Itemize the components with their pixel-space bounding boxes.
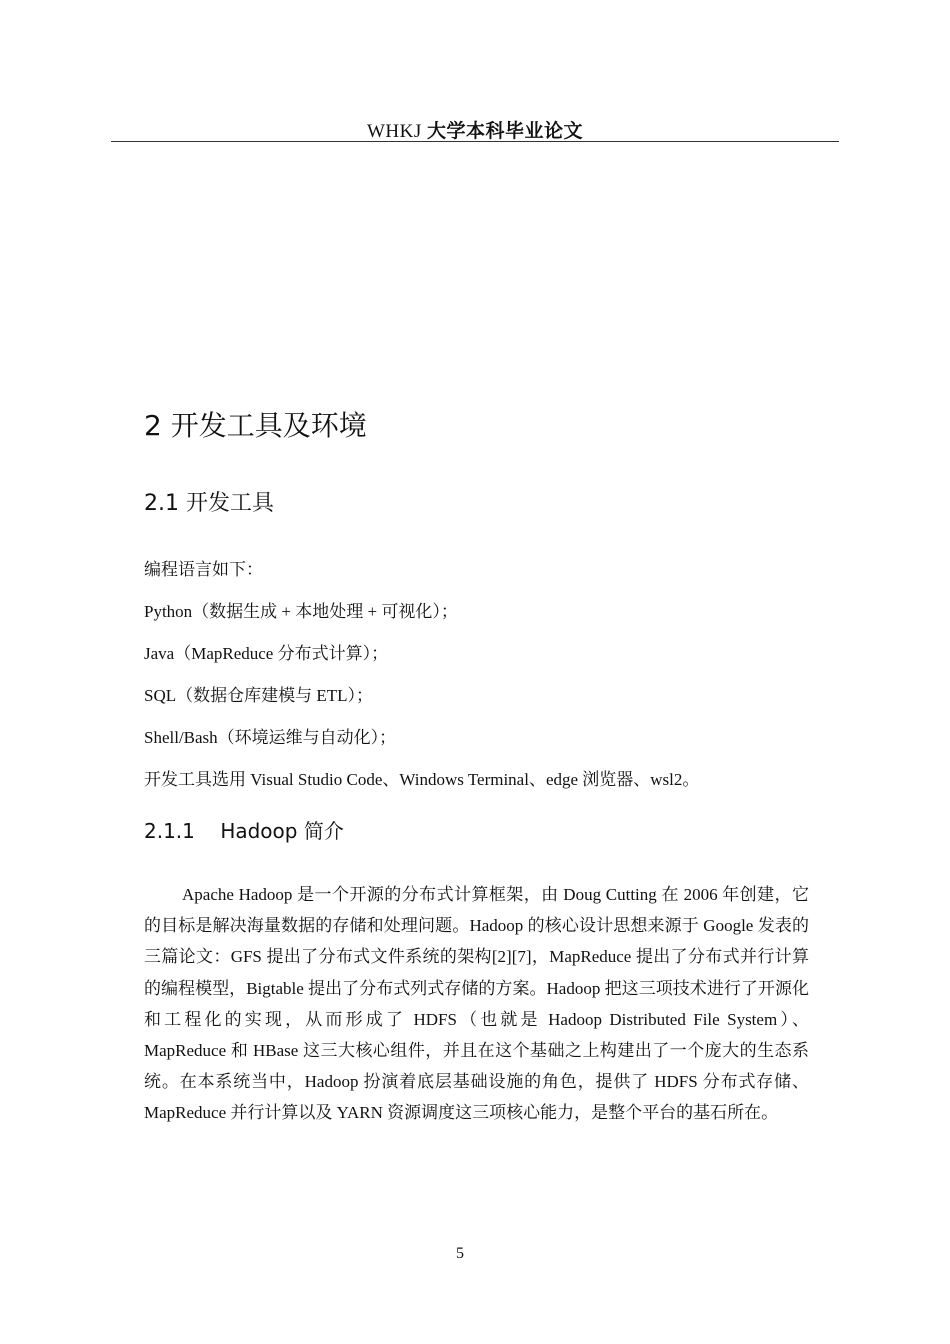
header-divider — [111, 141, 839, 142]
text-line: Python（数据生成 + 本地处理 + 可视化）； — [144, 602, 458, 621]
page-header — [0, 116, 950, 143]
header-title-cjk: 大学本科毕业论文 — [427, 120, 584, 142]
chapter-title: 2 开发工具及环境 — [144, 409, 367, 442]
page-number: 5 — [456, 1245, 464, 1262]
subsection-title: 2.1.1 Hadoop 简介 — [144, 819, 344, 843]
header-title-latin: WHKJ — [366, 121, 422, 142]
text-line: SQL（数据仓库建模与 ETL）； — [144, 686, 374, 705]
body-paragraph: Apache Hadoop 是一个开源的分布式计算框架，由 Doug Cutting 在 2006 年创建，它的目标是解决海量数据的存储和处理问题。Hadoop 的核心设计思想来源于 Google 发表的三篇论文：GFS 提出了分布式文件系统的架构[2][7]，MapReduce 提出了分布式并行计算的编程模型，Bigtable 提出了分布式列式存储的方案。Hadoop 把这三项技术进行了开源化和工程化的实现，从而形成了 HDFS（也就是 Hadoop Distributed File System）、MapReduce 和 HBase 这三大核心组件，并且在这个基础之上构建出了一个庞大的生态系统。在本系统当中，Hadoop 扮演着底层基础设施的角色，提供了 HDFS 分布式存储、MapReduce 并行计算以及 YARN 资源调度这三项核心能力，是整个平台的基石所在。 — [144, 885, 809, 1123]
text-line: Java（MapReduce 分布式计算）； — [144, 644, 389, 663]
text-line: Shell/Bash（环境运维与自动化）； — [144, 728, 397, 747]
text-line: 开发工具选用 Visual Studio Code、Windows Terminal、edge 浏览器、wsl2。 — [144, 770, 700, 789]
text-line: 编程语言如下： — [144, 560, 263, 579]
section-title: 2.1 开发工具 — [144, 491, 274, 516]
